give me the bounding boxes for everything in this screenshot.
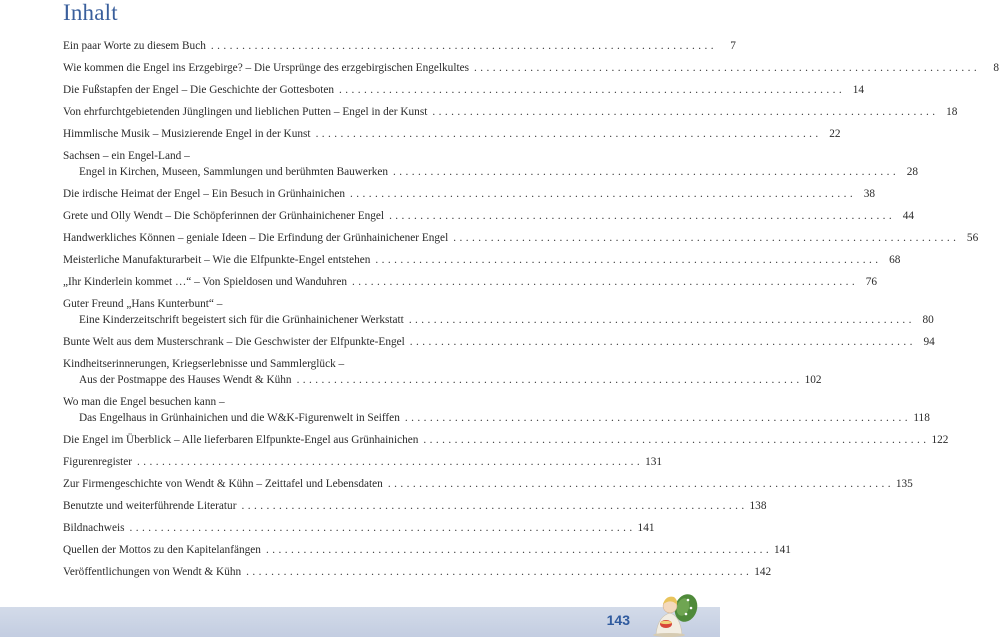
toc-page-number: 38 [863,188,876,200]
toc-page-number: 141 [637,522,655,534]
leader-dots [339,82,842,98]
toc-entry[interactable] [63,208,915,224]
toc-line [63,356,519,372]
toc-line [63,476,913,492]
leader-dots [130,520,633,536]
leader-dots [409,312,912,328]
toc-entry[interactable] [63,476,913,492]
toc-line [63,126,841,142]
table-of-contents [63,38,999,580]
leader-dots [350,186,853,202]
leader-dots [241,498,744,514]
toc-entry-title: Eine Kinderzeitschrift begeistert sich für die Grünhainichener Werkstatt [79,314,404,326]
toc-page-number: 131 [645,456,663,468]
toc-entry[interactable] [63,520,655,536]
toc-entry-title: Bunte Welt aus dem Musterschrank – Die Geschwister der Elfpunkte-Engel [63,336,405,348]
toc-page-number: 141 [774,544,791,556]
leader-dots [474,60,977,76]
toc-entry-title: Figurenregister [63,456,133,468]
toc-page-number: 102 [804,374,822,386]
toc-entry-title: Guter Freund „Hans Kunterbunt“ – [63,298,223,310]
toc-entry[interactable] [63,230,979,246]
toc-entry[interactable] [63,82,865,98]
toc-page-number: 76 [865,276,877,288]
leader-dots [405,410,908,426]
toc-entry-title: Das Engelhaus in Grünhainichen und die W&K-Figurenwelt in Seiffen [79,412,400,424]
toc-line [63,564,772,580]
toc-line [63,186,876,202]
toc-line [63,520,655,536]
toc-page-number: 28 [906,166,919,178]
toc-entry[interactable] [63,38,736,54]
toc-line [63,312,934,328]
toc-entry[interactable] [63,454,663,470]
toc-line [63,164,919,180]
toc-entry-title: Die Engel im Überblick – Alle lieferbaren Elfpunkte-Engel aus Grünhainichen [63,434,419,446]
toc-line [63,394,519,410]
leader-dots [453,230,956,246]
toc-entry[interactable] [63,60,999,76]
toc-line [63,230,979,246]
toc-page-number: 68 [889,254,901,266]
toc-entry-title: Sachsen – ein Engel-Land – [63,150,190,162]
toc-page-number: 56 [966,232,979,244]
toc-line [63,82,865,98]
toc-entry[interactable] [63,498,767,514]
toc-line [63,38,736,54]
toc-page-number: 7 [730,40,736,52]
leader-dots [297,372,800,388]
toc-page-number: 118 [913,412,930,424]
toc-entry-title: „Ihr Kinderlein kommet …“ – Von Spieldosen und Wanduhren [63,276,347,288]
toc-entry-title: Aus der Postmappe des Hauses Wendt & Kühn [79,374,292,386]
toc-entry-title: Kindheitserinnerungen, Kriegserlebnisse und Sammlerglück – [63,358,345,370]
toc-entry[interactable] [63,432,949,448]
toc-line [63,432,949,448]
toc-line [63,334,935,350]
toc-entry-title: Die Fußstapfen der Engel – Die Geschichte der Gottesboten [63,84,335,96]
toc-page-number: 122 [931,434,949,446]
toc-page-number: 18 [946,106,958,118]
toc-line [63,296,519,312]
toc-page-number: 138 [749,500,767,512]
toc-line [63,104,958,120]
toc-line [63,454,663,470]
toc-entry-title: Handwerkliches Können – geniale Ideen – Die Erfindung der Grünhainichener Engel [63,232,449,244]
toc-page-number: 142 [754,566,772,578]
toc-entry[interactable] [63,296,934,328]
toc-entry-title: Wo man die Engel besuchen kann – [63,396,225,408]
toc-entry-title: Die irdische Heimat der Engel – Ein Besuch in Grünhainichen [63,188,346,200]
toc-line [63,372,822,388]
toc-entry[interactable] [63,564,772,580]
toc-entry-title: Meisterliche Manufakturarbeit – Wie die Elfpunkte-Engel entstehen [63,254,371,266]
leader-dots [211,38,714,54]
toc-entry[interactable] [63,334,935,350]
toc-entry[interactable] [63,394,930,426]
toc-line [63,498,767,514]
toc-page-number: 22 [829,128,841,140]
leader-dots [375,252,878,268]
toc-entry[interactable] [63,104,958,120]
leader-dots [432,104,935,120]
leader-dots [137,454,640,470]
leader-dots [246,564,749,580]
leader-dots [389,208,892,224]
leader-dots [410,334,913,350]
toc-entry-title: Wie kommen die Engel ins Erzgebirge? – Die Ursprünge des erzgebirgischen Engelkultes [63,62,470,74]
toc-entry-title: Ein paar Worte zu diesem Buch [63,40,206,52]
toc-entry-title: Zur Firmengeschichte von Wendt & Kühn – Zeittafel und Lebensdaten [63,478,383,490]
toc-entry[interactable] [63,126,841,142]
toc-entry[interactable] [63,542,791,558]
toc-line [63,208,915,224]
toc-entry[interactable] [63,274,877,290]
toc-line [63,274,877,290]
toc-entry-title: Himmlische Musik – Musizierende Engel in der Kunst [63,128,311,140]
leader-dots [266,542,769,558]
toc-entry-title: Quellen der Mottos zu den Kapitelanfängen [63,544,261,556]
page-title: Inhalt [63,0,118,25]
toc-line [63,252,901,268]
toc-line [63,148,519,164]
toc-entry-title: Von ehrfurchtgebietenden Jünglingen und lieblichen Putten – Engel in der Kunst [63,106,428,118]
leader-dots [352,274,855,290]
leader-dots [388,476,891,492]
toc-entry[interactable] [63,356,822,388]
toc-entry[interactable] [63,148,919,180]
toc-entry-title: Engel in Kirchen, Museen, Sammlungen und berühmten Bauwerken [79,166,389,178]
toc-line [63,410,930,426]
toc-page-number: 135 [895,478,913,490]
toc-page-number: 44 [902,210,915,222]
leader-dots [423,432,926,448]
toc-entry-title: Veröffentlichungen von Wendt & Kühn [63,566,242,578]
toc-line [63,542,791,558]
toc-entry-title: Grete und Olly Wendt – Die Schöpferinnen der Grünhainichener Engel [63,210,385,222]
leader-dots [393,164,896,180]
toc-entry[interactable] [63,252,901,268]
leader-dots [316,126,819,142]
toc-entry-title: Bildnachweis [63,522,125,534]
toc-line [63,60,999,76]
toc-page-number: 80 [922,314,934,326]
toc-page-number: 8 [993,62,999,74]
page-number: 143 [606,612,630,628]
toc-entry-title: Benutzte und weiterführende Literatur [63,500,237,512]
angel-figurine-icon [636,586,702,637]
toc-page-number: 94 [923,336,935,348]
toc-page-number: 14 [852,84,865,96]
toc-entry[interactable] [63,186,876,202]
